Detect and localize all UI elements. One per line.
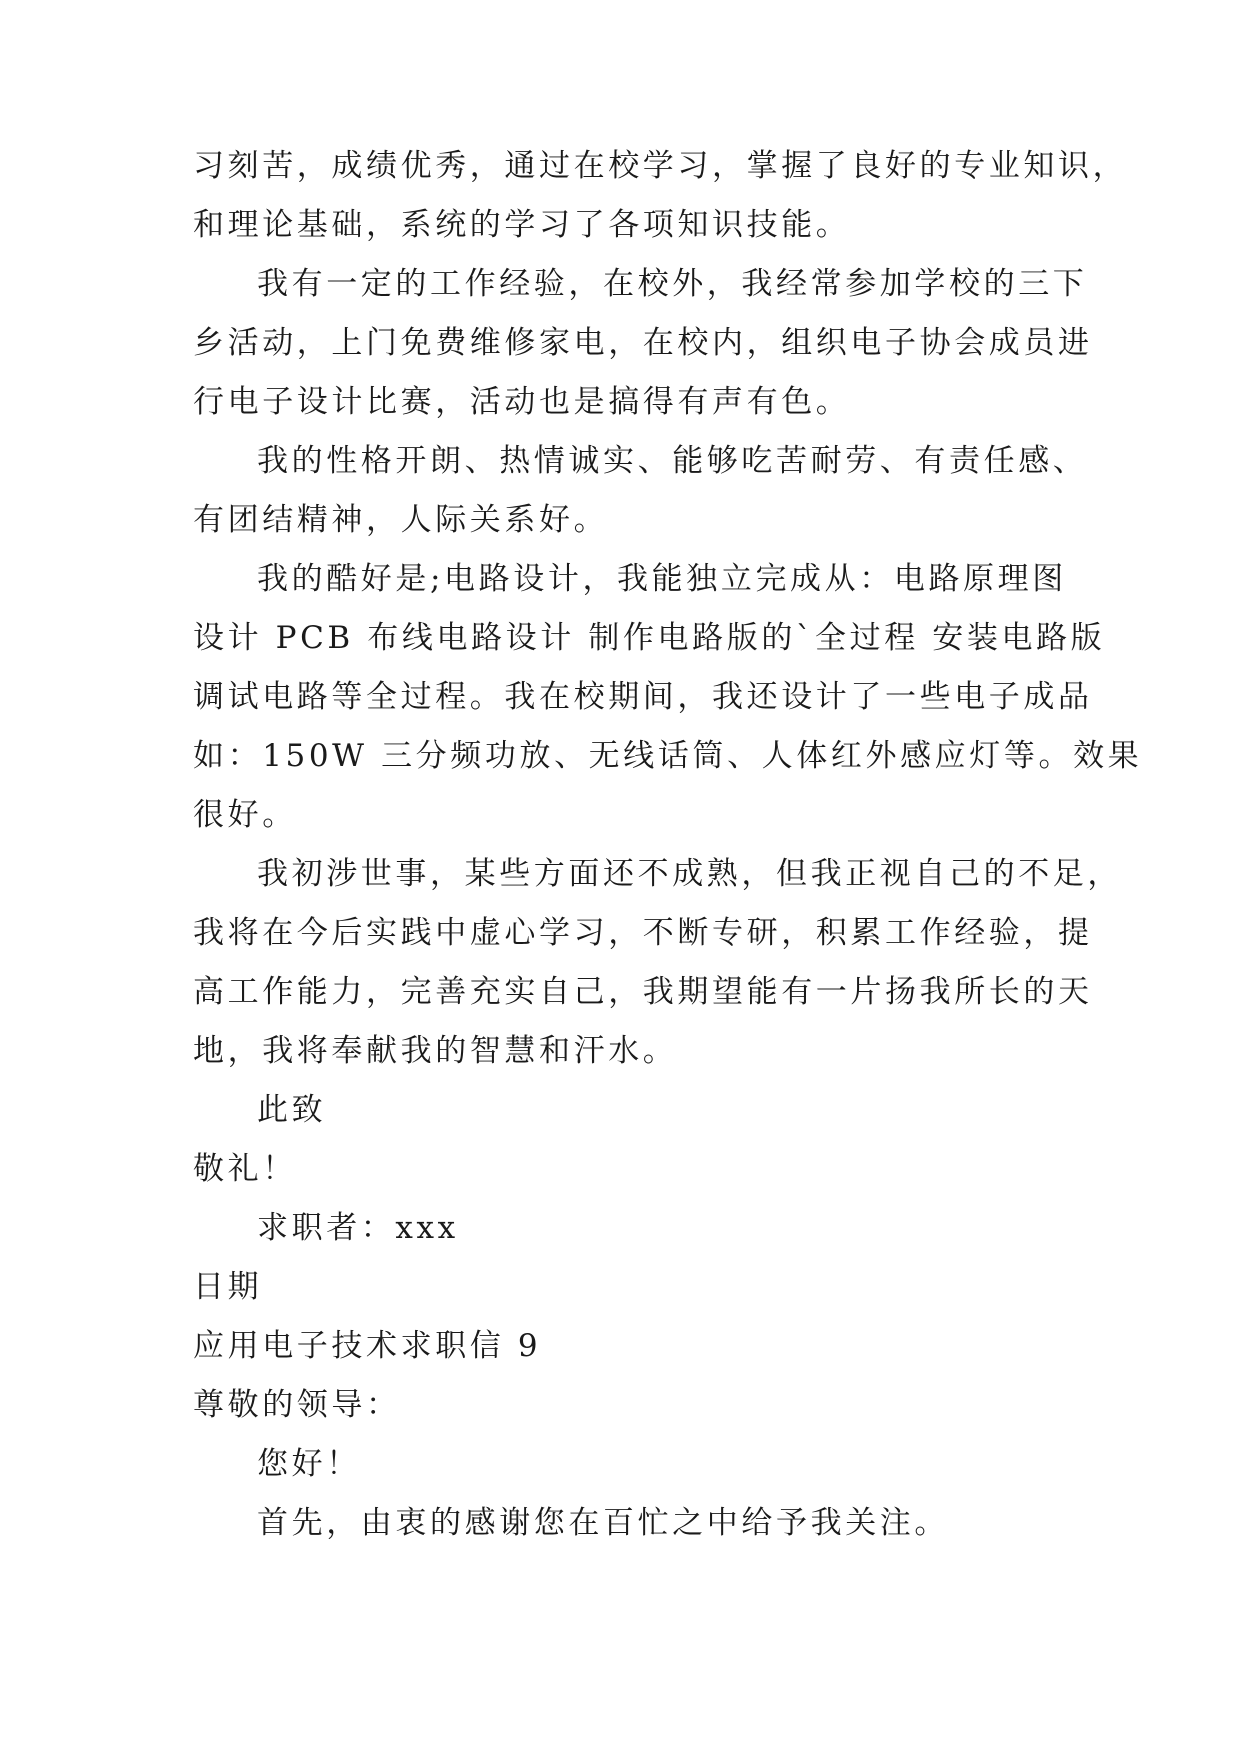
text-line: 有团结精神，人际关系好。 — [193, 502, 609, 538]
paragraph-start-line: 我的性格开朗、热情诚实、能够吃苦耐劳、有责任感、 — [257, 443, 1088, 479]
text-line: 如：150W 三分频功放、无线话筒、人体红外感应灯等。效果 — [193, 738, 1143, 774]
greeting-line: 您好！ — [257, 1446, 361, 1482]
text-line: 和理论基础，系统的学习了各项知识技能。 — [193, 207, 851, 243]
text-line: 乡活动，上门免费维修家电，在校内，组织电子协会成员进 — [193, 325, 1093, 361]
greeting-line: 尊敬的领导： — [193, 1387, 401, 1423]
date-line: 日期 — [193, 1269, 263, 1305]
text-line: 高工作能力，完善充实自己，我期望能有一片扬我所长的天 — [193, 974, 1093, 1010]
text-line: 设计 PCB 布线电路设计 制作电路版的`全过程 安装电路版 — [193, 620, 1106, 656]
text-line: 地，我将奉献我的智慧和汗水。 — [193, 1033, 678, 1069]
text-line: 调试电路等全过程。我在校期间，我还设计了一些电子成品 — [193, 679, 1093, 715]
text-line: 习刻苦，成绩优秀，通过在校学习，掌握了良好的专业知识， — [193, 148, 1128, 184]
paragraph-start-line: 首先，由衷的感谢您在百忙之中给予我关注。 — [257, 1505, 949, 1541]
paragraph-start-line: 我初涉世事，某些方面还不成熟，但我正视自己的不足， — [257, 856, 1122, 892]
text-line: 行电子设计比赛，活动也是搞得有声有色。 — [193, 384, 851, 420]
text-line: 我将在今后实践中虚心学习，不断专研，积累工作经验，提 — [193, 915, 1093, 951]
paragraph-start-line: 我有一定的工作经验，在校外，我经常参加学校的三下 — [257, 266, 1088, 302]
text-line: 很好。 — [193, 797, 297, 833]
closing-line: 此致 — [257, 1092, 327, 1128]
paragraph-start-line: 我的酷好是;电路设计，我能独立完成从：电路原理图 — [257, 561, 1067, 597]
section-title: 应用电子技术求职信 9 — [193, 1328, 542, 1364]
salutation-line: 敬礼！ — [193, 1151, 297, 1187]
signature-line: 求职者：xxx — [257, 1210, 459, 1246]
